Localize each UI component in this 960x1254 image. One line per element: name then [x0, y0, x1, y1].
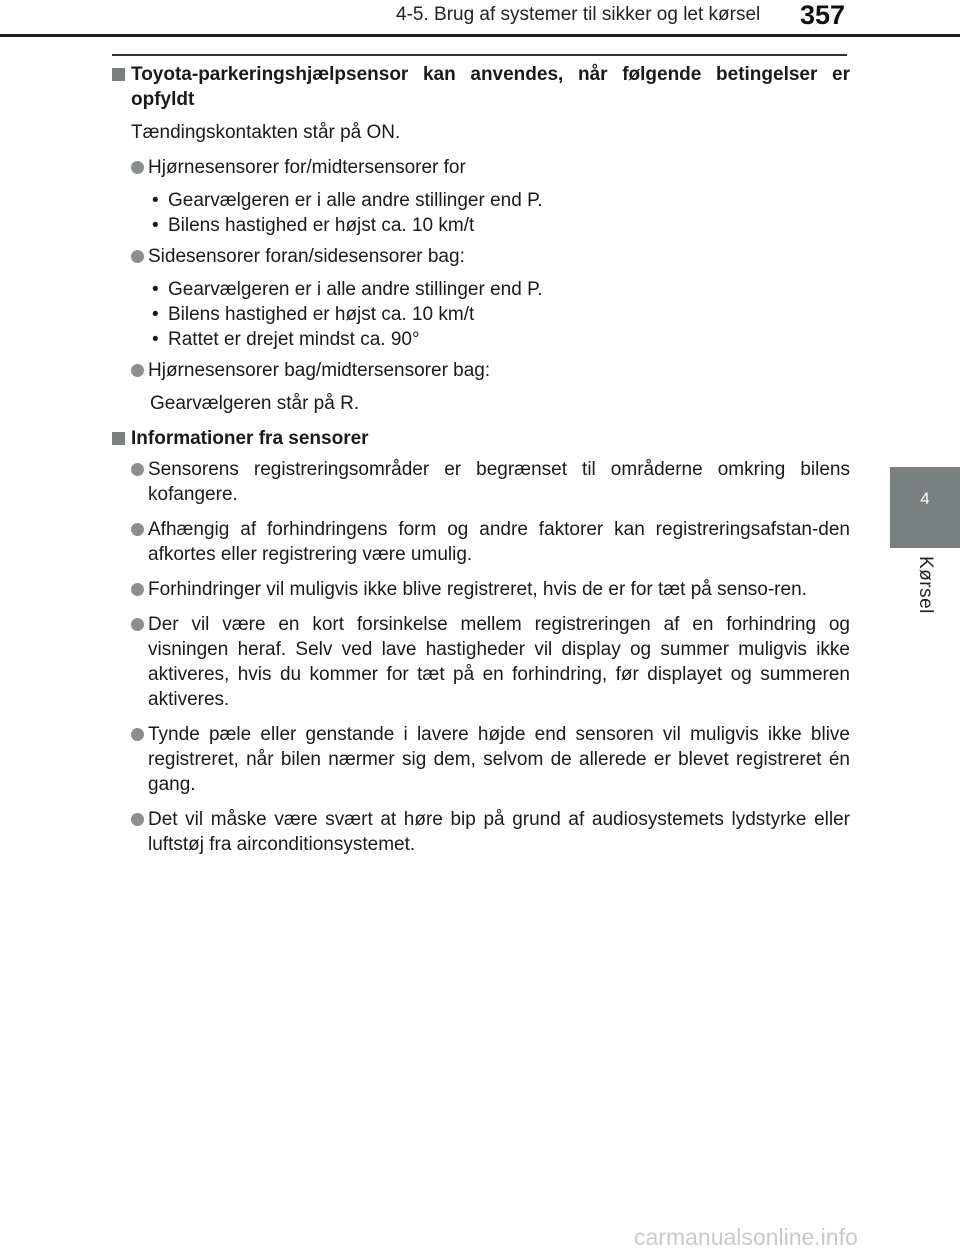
circle-bullet-icon: [131, 728, 144, 741]
chapter-tab: [890, 467, 960, 548]
content-rule: [112, 54, 847, 56]
watermark: carmanualsonline.info: [634, 1224, 858, 1250]
heading-text: Informationer fra sensorer: [131, 428, 369, 449]
sub-list: [110, 277, 850, 352]
bullet-text: Der vil være en kort forsinkelse mellem registreringen af en forhindring og visningen heraf. Selv ved lave hastigheder vil display og summer muligvis ikke aktiveres, hvis du kommer for tæt på en forhindring, før displayet og summeren aktiveres.: [148, 614, 850, 710]
page-content: [110, 62, 850, 857]
list-item: [110, 807, 850, 857]
dot-icon: •: [152, 190, 159, 211]
section-heading-conditions: [110, 62, 850, 112]
page-number: 357: [800, 0, 846, 30]
sub-list-item: [150, 327, 850, 352]
bullet-text: Forhindringer vil muligvis ikke blive registreret, hvis de er for tæt på senso-ren.: [148, 579, 807, 600]
sub-list: [110, 188, 850, 238]
chapter-label: Kørsel: [915, 556, 936, 614]
list-item: [110, 244, 850, 269]
dot-icon: •: [152, 215, 159, 236]
sub-item-text: Rattet er drejet mindst ca. 90°: [168, 329, 420, 350]
bullet-text: Sensorens registreringsområder er begrænset til områderne omkring bilens kofangere.: [148, 459, 850, 505]
section-heading-sensor-info: [110, 426, 850, 451]
list-item: [110, 155, 850, 180]
sub-list-item: [150, 188, 850, 213]
dot-icon: •: [152, 304, 159, 325]
sub-list-item: [150, 213, 850, 238]
list-item: [110, 457, 850, 507]
circle-bullet-icon: [131, 523, 144, 536]
list-item: [110, 358, 850, 383]
bullet-text: Sidesensorer foran/sidesensorer bag:: [148, 246, 465, 267]
bullet-text: Hjørnesensorer bag/midtersensorer bag:: [148, 360, 491, 381]
sub-item-text: Gearvælgeren er i alle andre stillinger end P.: [168, 279, 543, 300]
square-bullet-icon: [112, 432, 125, 445]
chapter-label-box: [890, 556, 960, 636]
circle-bullet-icon: [131, 364, 144, 377]
chapter-number: 4: [920, 489, 930, 508]
header-rule: [0, 34, 960, 37]
section-title: 4-5. Brug af systemer til sikker og let kørsel: [396, 4, 761, 25]
dot-icon: •: [152, 329, 159, 350]
circle-bullet-icon: [131, 161, 144, 174]
sub-item-text: Bilens hastighed er højst ca. 10 km/t: [168, 215, 475, 236]
list-item: [110, 577, 850, 602]
bullet-text: Afhængig af forhindringens form og andre faktorer kan registreringsafstan-den afkortes eller registrering være umulig.: [148, 519, 850, 565]
bullet-text: Det vil måske være svært at høre bip på grund af audiosystemets lydstyrke eller luftstøj fra airconditionsystemet.: [148, 809, 850, 855]
circle-bullet-icon: [131, 250, 144, 263]
rear-condition-paragraph: Gearvælgeren står på R.: [150, 393, 360, 414]
bullet-text: Tynde pæle eller genstande i lavere højde end sensoren vil muligvis ikke blive registreret, når bilen nærmer sig dem, selvom de allerede er blevet registreret én gang.: [148, 724, 850, 795]
sub-item-text: Bilens hastighed er højst ca. 10 km/t: [168, 304, 475, 325]
sub-item-text: Gearvælgeren er i alle andre stillinger end P.: [168, 190, 543, 211]
list-item: [110, 517, 850, 567]
list-item: [110, 722, 850, 797]
circle-bullet-icon: [131, 583, 144, 596]
heading-text: Toyota-parkeringshjælpsensor kan anvendes, når følgende betingelser er opfyldt: [131, 64, 850, 110]
list-item: [110, 612, 850, 712]
dot-icon: •: [152, 279, 159, 300]
bullet-text: Hjørnesensorer for/midtersensorer for: [148, 157, 466, 178]
circle-bullet-icon: [131, 463, 144, 476]
intro-paragraph: Tændingskontakten står på ON.: [131, 122, 401, 143]
square-bullet-icon: [112, 68, 125, 81]
circle-bullet-icon: [131, 618, 144, 631]
sub-list-item: [150, 302, 850, 327]
sub-list-item: [150, 277, 850, 302]
circle-bullet-icon: [131, 813, 144, 826]
